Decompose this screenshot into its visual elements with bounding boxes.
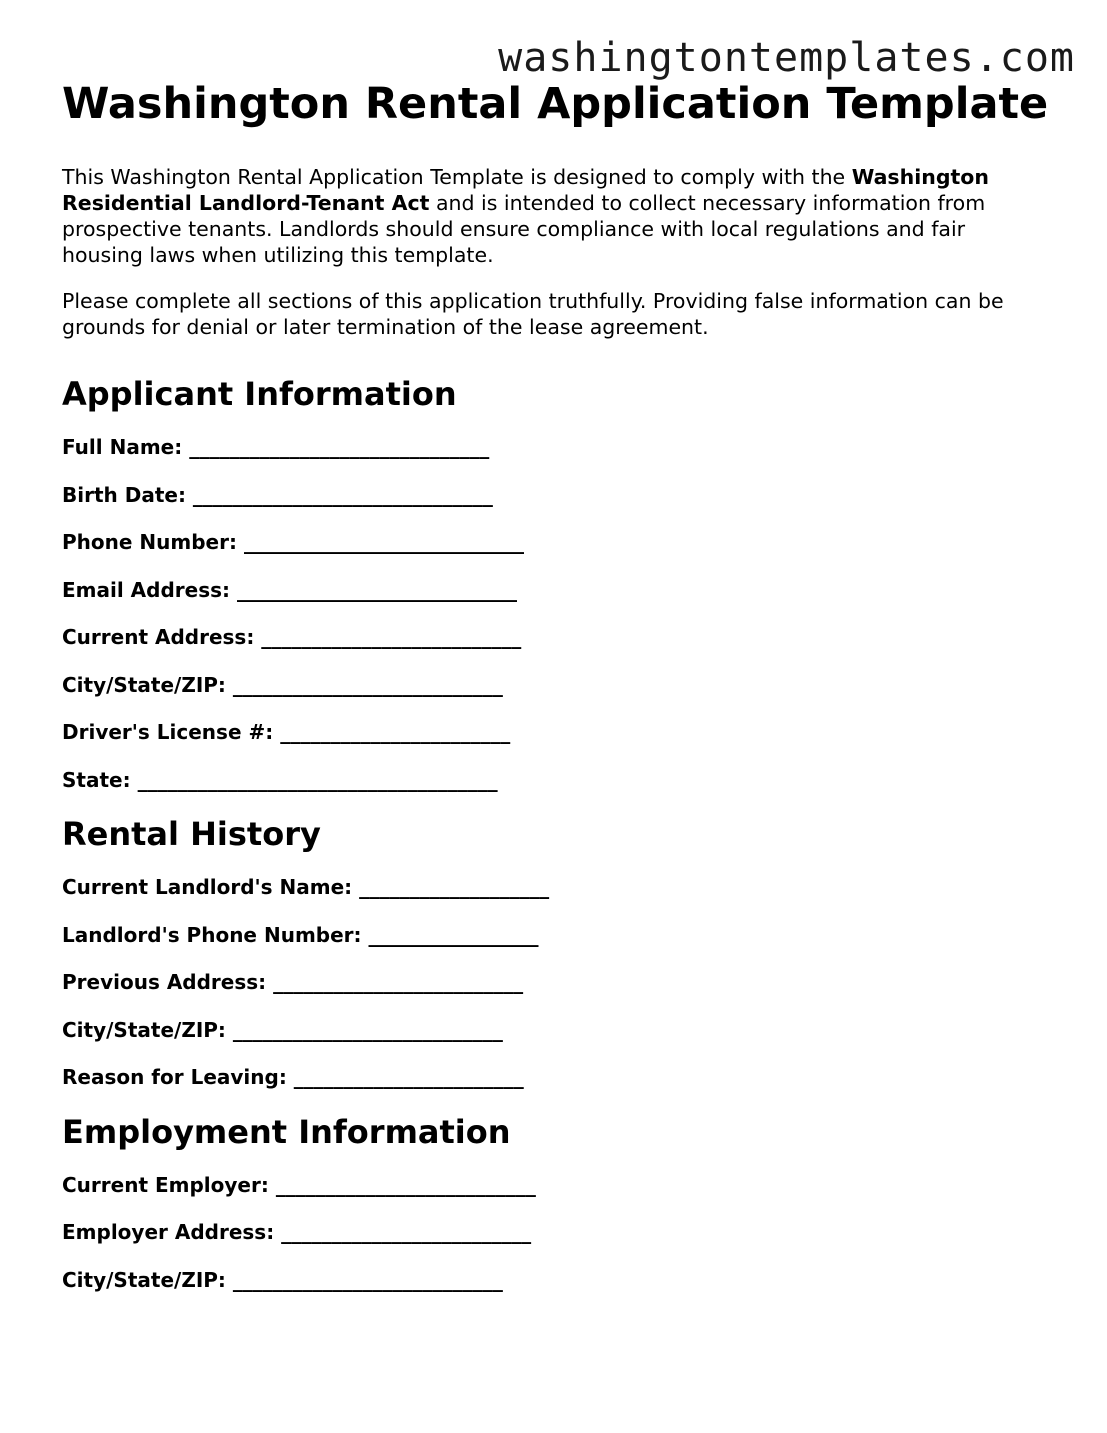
field-employer-city-state-zip[interactable]	[62, 1267, 1052, 1294]
fill-in-line[interactable]: _________________________	[273, 970, 524, 994]
field-label: City/State/ZIP:	[62, 672, 226, 697]
field-employer-address[interactable]	[62, 1219, 1052, 1246]
field-landlord-phone[interactable]	[62, 922, 1052, 949]
fill-in-line[interactable]: ____________________________	[243, 530, 524, 554]
fill-in-line[interactable]: ___________________________	[232, 672, 503, 697]
section-title-applicant: Applicant Information	[62, 375, 457, 413]
field-current-employer[interactable]	[62, 1172, 1052, 1199]
field-reason-for-leaving[interactable]	[62, 1064, 1052, 1091]
fill-in-line[interactable]: ___________________	[359, 875, 550, 899]
document-title: Washington Rental Application Template	[62, 79, 1049, 129]
field-label: Phone Number:	[62, 530, 237, 554]
field-birth-date[interactable]	[62, 482, 1052, 509]
fill-in-line[interactable]: __________________________	[275, 1172, 536, 1197]
field-label: Current Landlord's Name:	[62, 875, 353, 899]
instructions-paragraph: Please complete all sections of this application truthfully. Providing false information can be grounds for denial or later termination of the lease agreement.	[62, 289, 1004, 339]
fill-in-line[interactable]: _______________________	[293, 1065, 524, 1089]
intro-text-1: This Washington Rental Application Template is designed to comply with the	[62, 165, 852, 189]
field-label: Current Employer:	[62, 1172, 269, 1197]
field-label: City/State/ZIP:	[62, 1267, 226, 1292]
rental-history-fields	[62, 874, 1052, 1091]
field-label: Employer Address:	[62, 1220, 275, 1244]
intro-text-2: and is intended to collect necessary information from prospective tenants. Landlords should ensure compliance with local regulations and fair housing laws when utilizing this template.	[62, 191, 986, 267]
fill-in-line[interactable]: _________________	[368, 922, 539, 947]
fill-in-line[interactable]: ___________________________	[232, 1267, 503, 1292]
field-label: Previous Address:	[62, 970, 267, 994]
field-phone-number[interactable]	[62, 529, 1052, 556]
field-full-name[interactable]	[62, 434, 1052, 461]
fill-in-line[interactable]: __________________________	[261, 625, 522, 649]
field-city-state-zip[interactable]	[62, 672, 1052, 699]
employment-fields	[62, 1172, 1052, 1294]
section-title-employment: Employment Information	[62, 1112, 511, 1151]
fill-in-line[interactable]: _______________________	[280, 720, 511, 744]
fill-in-line[interactable]: ___________________________	[232, 1017, 503, 1042]
field-label: Full Name:	[62, 435, 183, 459]
applicant-fields	[62, 434, 1052, 794]
field-drivers-license[interactable]	[62, 719, 1052, 746]
field-label: City/State/ZIP:	[62, 1017, 226, 1042]
field-label: Driver's License #:	[62, 720, 274, 744]
field-previous-city-state-zip[interactable]	[62, 1017, 1052, 1044]
field-previous-address[interactable]	[62, 969, 1052, 996]
field-label: Birth Date:	[62, 482, 186, 507]
fill-in-line[interactable]: ______________________________	[192, 482, 493, 507]
field-label: State:	[62, 767, 131, 792]
field-label: Current Address:	[62, 625, 255, 649]
field-current-landlord-name[interactable]	[62, 874, 1052, 901]
intro-paragraph	[62, 164, 1052, 268]
intro-act-name: Washington Residential Landlord-Tenant Act	[62, 165, 989, 215]
document-body	[62, 78, 1052, 1314]
field-email-address[interactable]	[62, 577, 1052, 604]
field-label: Reason for Leaving:	[62, 1065, 287, 1089]
section-title-rental-history: Rental History	[62, 815, 321, 853]
field-current-address[interactable]	[62, 624, 1052, 651]
fill-in-line[interactable]: _________________________	[281, 1220, 532, 1244]
fill-in-line[interactable]: ____________________________________	[137, 767, 498, 792]
field-label: Landlord's Phone Number:	[62, 922, 362, 947]
fill-in-line[interactable]: ____________________________	[237, 577, 517, 602]
field-state[interactable]	[62, 767, 1052, 794]
fill-in-line[interactable]: ______________________________	[189, 435, 490, 459]
site-watermark: washingtontemplates.com	[498, 35, 1075, 81]
field-label: Email Address:	[62, 577, 231, 602]
